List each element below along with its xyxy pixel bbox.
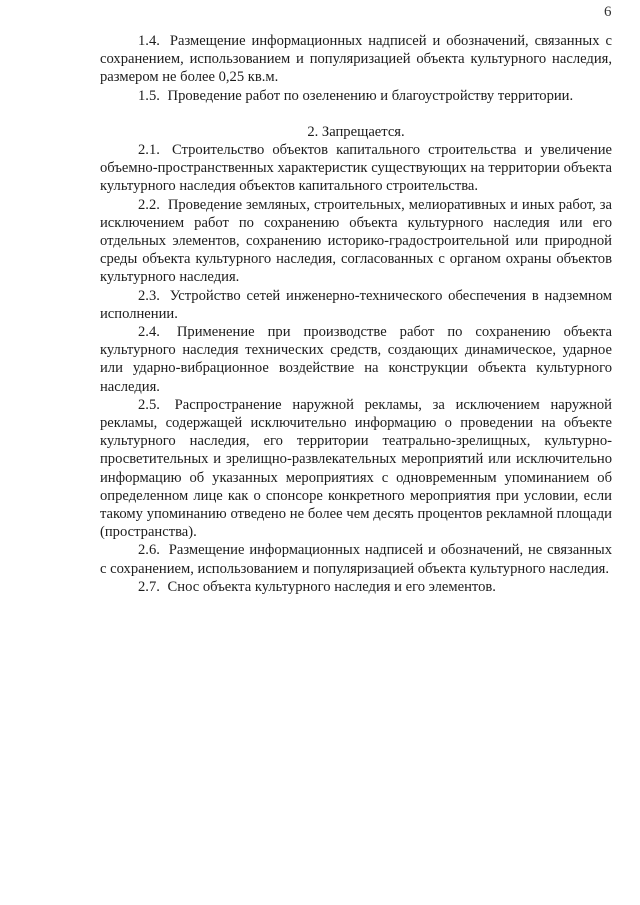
clause-text: Размещение информационных надписей и обозначений, связанных с сохранением, использованием и популяризацией объекта культурного наследия, размером не более 0,25 кв.м. [100, 33, 612, 86]
clause-number: 1.4. [138, 33, 160, 49]
clause-text: Строительство объектов капитального строительства и увеличение объемно-пространственных характеристик существующих на территории объекта культурного наследия объектов капитального строительства. [100, 142, 612, 195]
clause-1-4 [100, 32, 612, 87]
document-body [100, 32, 612, 596]
clause-text: Распространение наружной рекламы, за исключением наружной рекламы, содержащей исключительно информацию о проведении на объекте культурного наследия, его территории театрально-зрелищных, культурно-просветительных и зрелищно-развлекательных мероприятий или исключительно информацию об указанных мероприятиях с одновременным упоминанием об определенном лице как о спонсоре конкретного мероприятия при условии, если такому упоминанию отведено не более чем десять процентов рекламной площади (пространства). [100, 396, 612, 541]
clause-number: 2.1. [138, 142, 160, 159]
clause-number: 2.5. [138, 396, 160, 413]
clause-text: Проведение работ по озеленению и благоустройству территории. [167, 87, 574, 104]
clause-text: Размещение информационных надписей и обозначений, не связанных с сохранением, использованием и популяризацией объекта культурного наследия. [100, 542, 612, 577]
clause-2-5 [100, 396, 612, 542]
clause-text: Проведение земляных, строительных, мелиоративных и иных работ, за исключением работ по сохранению объекта культурного наследия или его отдельных элементов, сохранению историко-градостроительной или природной среды объекта культурного наследия, согласованных с органом охраны объектов культурного наследия. [100, 196, 612, 286]
clause-2-2 [100, 196, 612, 287]
page-number: 6 [604, 4, 612, 20]
clause-2-3 [100, 287, 612, 323]
clause-number: 2.4. [138, 324, 160, 341]
clause-text: Снос объекта культурного наследия и его элементов. [167, 578, 496, 595]
clause-number: 1.5. [138, 87, 160, 104]
clause-text: Устройство сетей инженерно-технического обеспечения в надземном исполнении. [100, 287, 612, 322]
clause-number: 2.6. [138, 542, 160, 559]
clause-text: Применение при производстве работ по сохранению объекта культурного наследия технических средств, создающих динамическое, ударное или ударно-вибрационное воздействие на конструкции объекта культурного наследия. [100, 324, 612, 395]
clause-2-1 [100, 141, 612, 196]
section-heading: 2. Запрещается. [307, 123, 405, 140]
clause-2-6 [100, 541, 612, 577]
clause-number: 2.3. [138, 287, 160, 304]
clause-2-7 [100, 578, 612, 596]
clause-number: 2.2. [138, 196, 160, 213]
clause-1-5 [100, 87, 612, 105]
clause-number: 2.7. [138, 578, 160, 595]
clause-2-4 [100, 323, 612, 396]
